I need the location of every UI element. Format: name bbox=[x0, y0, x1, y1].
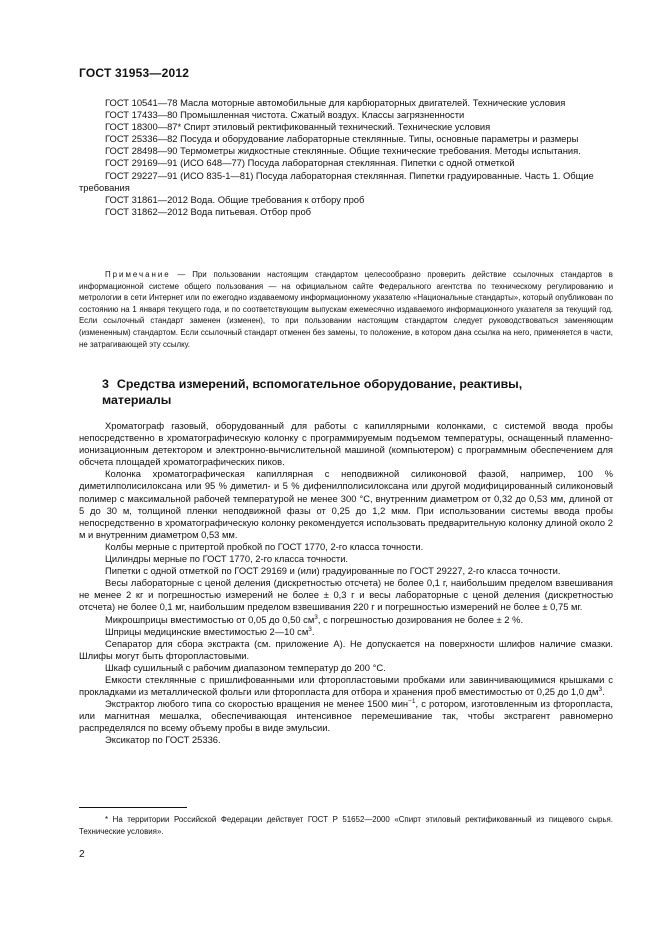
section-title-text: Средства измерений, вспомогательное оборудование, реактивы, материалы bbox=[102, 377, 523, 407]
note-block bbox=[79, 269, 613, 350]
footnote-text: * На территории Российской Федерации действует ГОСТ Р 51652—2000 «Спирт этиловый ректификованный из пищевого сырья. Технические условия». bbox=[79, 815, 613, 836]
reference-item: ГОСТ 28498—90 Термометры жидкостные стеклянные. Общие технические требования. Методы испытания. bbox=[105, 145, 581, 157]
page-number: 2 bbox=[79, 849, 85, 860]
paragraph-syringes: Шприцы медицинские вместимостью 2—10 $см^3$. bbox=[105, 625, 315, 637]
footnote bbox=[79, 814, 613, 837]
paragraph: Эксикатор по ГОСТ 25336. bbox=[105, 734, 221, 746]
reference-item: ГОСТ 29169—91 (ИСО 648—77) Посуда лабораторная стеклянная. Пипетки с одной отметкой bbox=[105, 157, 515, 169]
paragraph: Колонка хроматографическая капиллярная с неподвижной силиконовой фазой, например, 100 % диметилполисилоксана или 95 % диметил- и 5 % дифенилполисилоксана или другой модифицированный силиконовый полимер с максимальной рабочей температурой не менее 300 °С, внутренним диаметром от 0,32 до 0,53 мм, длиной от 5 до 30 м, толщиной пленки неподвижной фазы от 0,25 до 1,2 мкм. При использовании системы ввода пробы непосредственно в хроматографическую колонку рекомендуется использовать предварительную колонку длиной около 2 м и внутренним диаметром 0,53 мм. bbox=[79, 468, 613, 540]
paragraph: Пипетки с одной отметкой по ГОСТ 29169 и (или) градуированные по ГОСТ 29227, 2-го класса точности. bbox=[105, 565, 561, 577]
footnote-separator bbox=[79, 807, 187, 808]
reference-item: ГОСТ 10541—78 Масла моторные автомобильные для карбюраторных двигателей. Технические условия bbox=[105, 97, 566, 108]
section-number: 3 bbox=[102, 377, 109, 391]
paragraph: Сепаратор для сбора экстракта (см. приложение А). Не допускается на поверхности шлифов наличие смазки. Шлифы могут быть фторопластовыми. bbox=[79, 637, 613, 661]
paragraph-extractor: Экстрактор любого типа со скоростью вращения не менее 1500 мин$^{-1}$, с ротором, изготовленным из фторопласта, или магнитная мешалка, обеспечивающая интенсивное перемешивание так, чтобы экстрагент равномерно распределялся по всему объему пробы в виде эмульсии. bbox=[79, 698, 613, 734]
reference-item: ГОСТ 31862—2012 Вода питьевая. Отбор проб bbox=[105, 205, 312, 217]
reference-item: ГОСТ 29227—91 (ИСО 835-1—81) Посуда лабораторная стеклянная. Пипетки градуированные. Часть 1. Общие требования bbox=[79, 169, 594, 193]
normative-references-list bbox=[79, 97, 613, 218]
paragraph: Цилиндры мерные по ГОСТ 1770, 2-го класса точности. bbox=[105, 553, 349, 565]
reference-item: ГОСТ 25336—82 Посуда и оборудование лабораторные стеклянные. Типы, основные параметры и размеры bbox=[105, 133, 579, 145]
paragraph: Колбы мерные с притертой пробкой по ГОСТ 1770, 2-го класса точности. bbox=[105, 540, 424, 552]
section-heading bbox=[102, 377, 582, 408]
section-body bbox=[79, 420, 613, 747]
paragraph: Весы лабораторные с ценой деления (дискретностью отсчета) не более 0,1 г, наибольшим пределом взвешивания не менее 2 кг и погрешностью измерений не более ± 0,3 г и весы лабораторные с ценой деления (дискретностью отсчета) не более 0,1 мг, наибольшим пределом взвешивания 220 г и погрешностью измерений не более ± 0,75 мг. bbox=[79, 577, 613, 613]
reference-item: ГОСТ 18300—87* Спирт этиловый ректификованный технический. Технические условия bbox=[105, 121, 491, 133]
paragraph-microsyringes: Микрошприцы вместимостью от 0,05 до 0,50 $см^3$, с погрешностью дозирования не более ± 2 %. bbox=[105, 613, 524, 625]
paragraph: Хроматограф газовый, оборудованный для работы с капиллярными колонками, с системой ввода пробы непосредственно в хроматографическую колонку с программируемым подъемом температуры, оснащенный пламенно-ионизационным детектором и электронно-вычислительной машиной (компьютером) с программным обеспечением для обсчета площадей хроматографических пиков. bbox=[79, 420, 613, 468]
reference-item: ГОСТ 31861—2012 Вода. Общие требования к отбору проб bbox=[105, 193, 365, 205]
document-header: ГОСТ 31953—2012 bbox=[79, 66, 190, 80]
reference-item: ГОСТ 17433—80 Промышленная чистота. Сжатый воздух. Классы загрязненности bbox=[105, 109, 465, 121]
paragraph: Шкаф сушильный с рабочим диапазоном температур до 200 °С. bbox=[105, 661, 386, 673]
note-text: — При пользовании настоящим стандартом целесообразно проверить действие ссылочных стандартов в информационной системе общего пользования — на официальном сайте Федерального агентства по техническому регулированию и метрологии в сети Интернет или по ежегодно издаваемому информационному указателю «Национальные стандарты», который опубликован по состоянию на 1 января текущего года, и по соответствующим выпускам ежемесячно издаваемого информационного указателя за текущий год. Если ссылочный стандарт заменен (изменен), то при пользовании настоящим стандартом следует руководствоваться заменяющим (измененным) стандартом. Если ссылочный стандарт отменен без замены, то положение, в котором дана ссылка на него, применяется в части, не затрагивающей эту ссылку. bbox=[79, 270, 613, 349]
note-lead: Примечание bbox=[105, 270, 171, 279]
paragraph-containers: Емкости стеклянные с пришлифованными или фторопластовыми пробками или завинчивающимися крышками с прокладками из металлической фольги или фторопласта для отбора и хранения проб вместимостью от 0,25 до 1,0 $дм^3$. bbox=[79, 673, 613, 698]
